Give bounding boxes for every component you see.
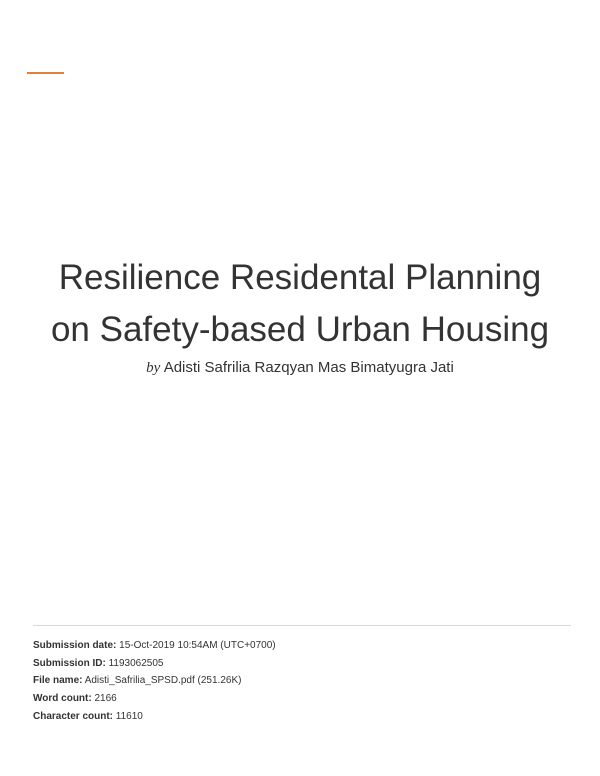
accent-rule <box>27 72 64 74</box>
submission-date-value: 15-Oct-2019 10:54AM (UTC+0700) <box>119 640 276 651</box>
word-count-label: Word count: <box>33 693 92 705</box>
submission-date-row <box>33 637 571 655</box>
character-count-value: 11610 <box>115 710 143 722</box>
by-word: by <box>146 360 161 376</box>
submission-id-label: Submission ID: <box>33 657 106 669</box>
submission-id-value: 1193062505 <box>108 657 164 669</box>
author-name: Adisti Safrilia Razqyan Mas Bimatyugra Jati <box>163 359 454 376</box>
divider <box>33 625 571 626</box>
word-count-value: 2166 <box>94 693 117 705</box>
file-name-value: Adisti_Safrilia_SPSD.pdf (251.26K) <box>84 675 242 687</box>
word-count-row <box>33 690 571 708</box>
character-count-label: Character count: <box>33 710 114 722</box>
document-title <box>0 252 600 356</box>
title-line-2: on Safety-based Urban Housing <box>50 310 550 349</box>
title-block <box>0 252 600 378</box>
character-count-row <box>33 708 571 726</box>
byline <box>0 358 600 378</box>
title-line-1: Resilience Residental Planning <box>58 258 542 297</box>
submission-date-label: Submission date: <box>33 640 117 651</box>
file-name-row <box>33 672 571 690</box>
submission-id-row <box>33 655 571 673</box>
file-name-label: File name: <box>33 675 83 687</box>
submission-details <box>33 637 571 726</box>
